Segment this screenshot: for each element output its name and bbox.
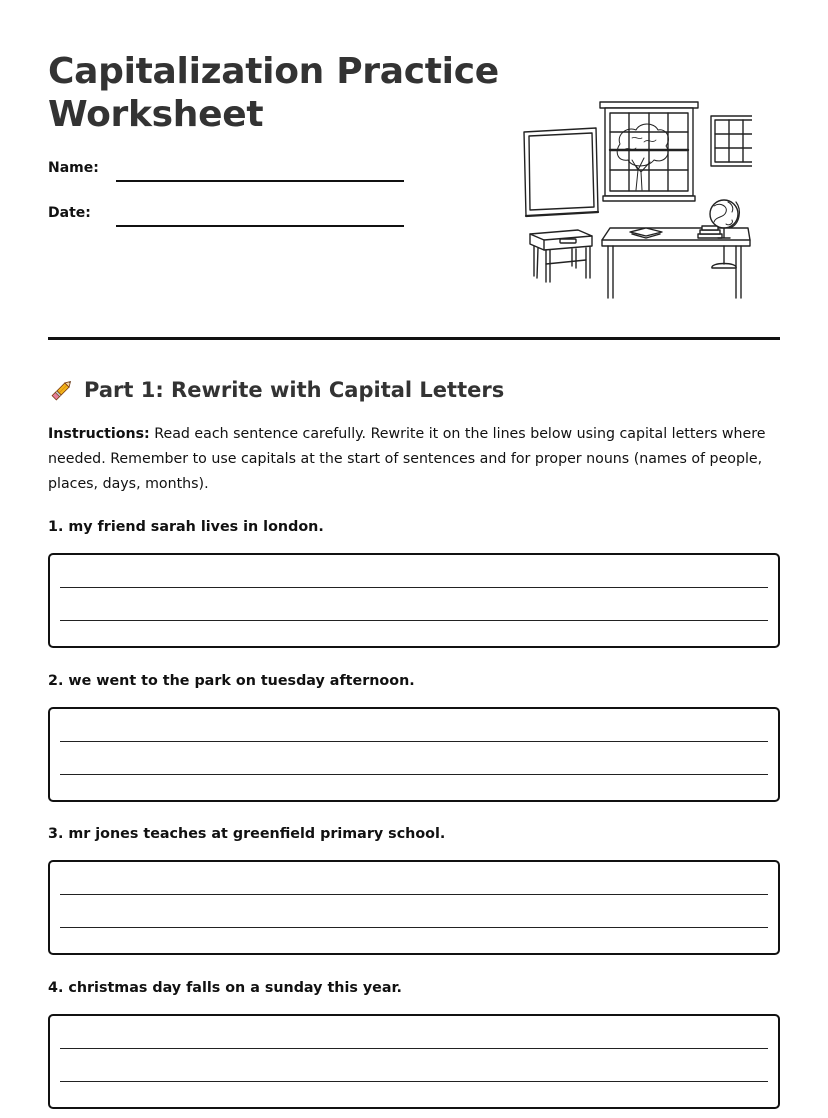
part1-heading-text: Part 1: Rewrite with Capital Letters [84,378,505,402]
side-table-icon [530,230,592,282]
instructions-label: Instructions: [48,426,150,442]
question-prompt: 4. christmas day falls on a sunday this year. [48,980,402,996]
answer-line [60,620,768,621]
answer-line [60,894,768,895]
answer-box-1[interactable] [48,553,780,648]
question-prompt: 2. we went to the park on tuesday afternoon. [48,673,415,689]
chalkboard-icon [524,128,598,216]
section-divider [48,337,780,340]
question-prompt: 1. my friend sarah lives in london. [48,519,324,535]
classroom-illustration [520,98,752,304]
answer-line [60,587,768,588]
answer-line [60,774,768,775]
question-prompt: 3. mr jones teaches at greenfield primary school. [48,826,446,842]
part1-heading [48,374,504,406]
name-label: Name: [48,160,99,176]
small-window-icon [711,116,752,166]
name-field[interactable] [116,180,404,182]
answer-line [60,1081,768,1082]
answer-line [60,927,768,928]
date-label: Date: [48,205,91,221]
answer-line [60,1048,768,1049]
instructions-text: Read each sentence carefully. Rewrite it on the lines below using capital letters where needed. Remember to use capitals at the start of sentences and for proper nouns (names of people, places, days, months). [48,426,766,492]
question-1 [48,517,780,537]
question-3 [48,824,780,844]
desk-icon [602,200,750,298]
answer-box-4[interactable] [48,1014,780,1109]
answer-box-3[interactable] [48,860,780,955]
pencil-icon [48,376,76,404]
question-2 [48,671,780,691]
answer-line [60,741,768,742]
answer-box-2[interactable] [48,707,780,802]
window-icon [600,102,698,201]
question-4 [48,978,780,998]
worksheet-title: Capitalization Practice Worksheet [48,51,499,135]
date-field[interactable] [116,225,404,227]
instructions [48,422,783,497]
